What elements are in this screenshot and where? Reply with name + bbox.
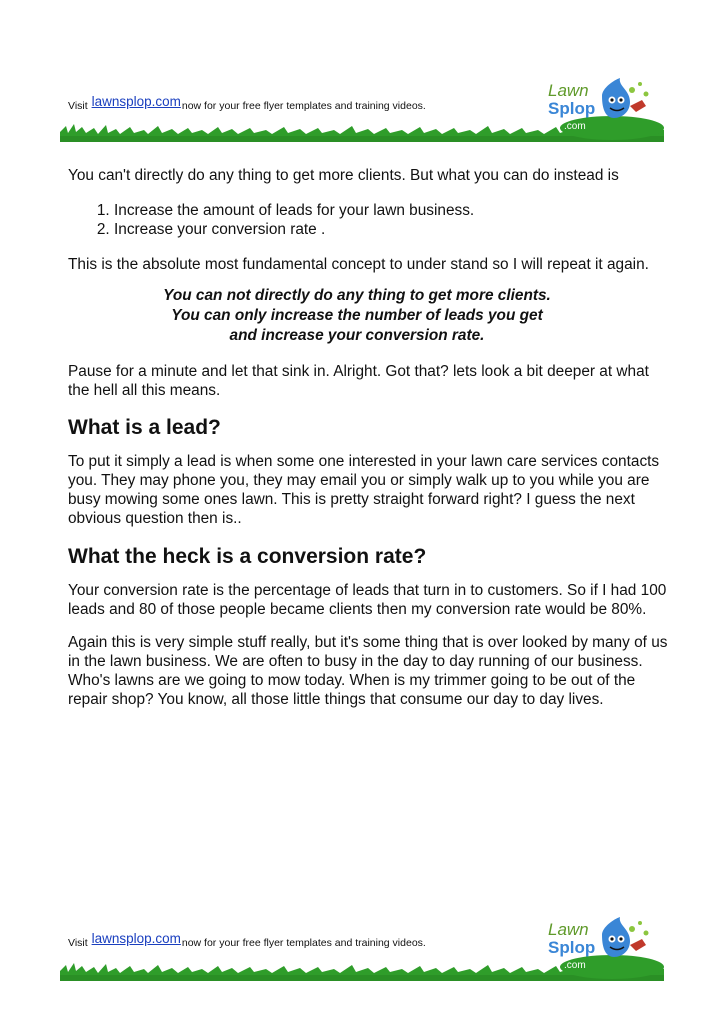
header-banner	[0, 76, 728, 146]
logo-suffix: .com	[564, 121, 586, 132]
footer-site-link[interactable]: lawnsplop.com	[91, 931, 181, 946]
footer-visit-label: Visit	[68, 937, 88, 949]
heading-what-is-a-lead: What is a lead?	[68, 416, 221, 439]
document-body	[68, 166, 668, 725]
numbered-list	[68, 201, 668, 239]
repeat-paragraph: This is the absolute most fundamental concept to under stand so I will repeat it again.	[68, 256, 649, 273]
logo-word-lawn: Lawn	[548, 920, 589, 939]
emphasis-line: and increase your conversion rate.	[229, 327, 485, 344]
lawnsplop-logo	[542, 76, 664, 142]
footer-banner	[0, 915, 728, 985]
header-visit-tail: now for your free flyer templates and training videos.	[181, 100, 426, 112]
footer-visit-tail: now for your free flyer templates and training videos.	[181, 937, 426, 949]
heading-conversion-rate: What the heck is a conversion rate?	[68, 545, 427, 568]
lead-paragraph: To put it simply a lead is when some one interested in your lawn care services contacts you. They may phone you, they may email you or simply walk up to you while you are busy mowing some ones lawn. This is pretty straight forward right? I guess the next obvious question then is..	[68, 453, 660, 527]
logo-word-splop: Splop	[548, 938, 596, 957]
intro-paragraph: You can't directly do any thing to get more clients. But what you can do instead is	[68, 167, 619, 184]
emphasis-line: You can only increase the number of leads you get	[171, 307, 543, 324]
lawnsplop-logo	[542, 915, 664, 981]
conversion-paragraph: Your conversion rate is the percentage of leads that turn in to customers. So if I had 100 leads and 80 of those people became clients then my conversion rate would be 80%.	[68, 582, 667, 618]
header-visit-line	[68, 94, 426, 112]
emphasis-line: You can not directly do any thing to get more clients.	[163, 287, 551, 304]
header-visit-label: Visit	[68, 100, 88, 112]
emphasis-block	[68, 286, 668, 346]
again-paragraph: Again this is very simple stuff really, but it's some thing that is over looked by many of us in the lawn business. We are often to busy in the day to day running of our business. Who's lawns are we going to mow today. When is my trimmer going to be out of the repair shop? You know, all those little things that consume our day to day lives.	[68, 634, 668, 708]
lawnsplop-logo-icon	[542, 76, 664, 142]
footer-visit-line	[68, 931, 426, 949]
logo-word-lawn: Lawn	[548, 81, 589, 100]
pause-paragraph: Pause for a minute and let that sink in. Alright. Got that? lets look a bit deeper at what the hell all this means.	[68, 363, 649, 399]
logo-word-splop: Splop	[548, 99, 596, 118]
logo-suffix: .com	[564, 960, 586, 971]
header-site-link[interactable]: lawnsplop.com	[91, 94, 181, 109]
list-item: 2. Increase your conversion rate .	[114, 220, 668, 239]
lawnsplop-logo-icon	[542, 915, 664, 981]
list-item: 1. Increase the amount of leads for your lawn business.	[114, 201, 668, 220]
